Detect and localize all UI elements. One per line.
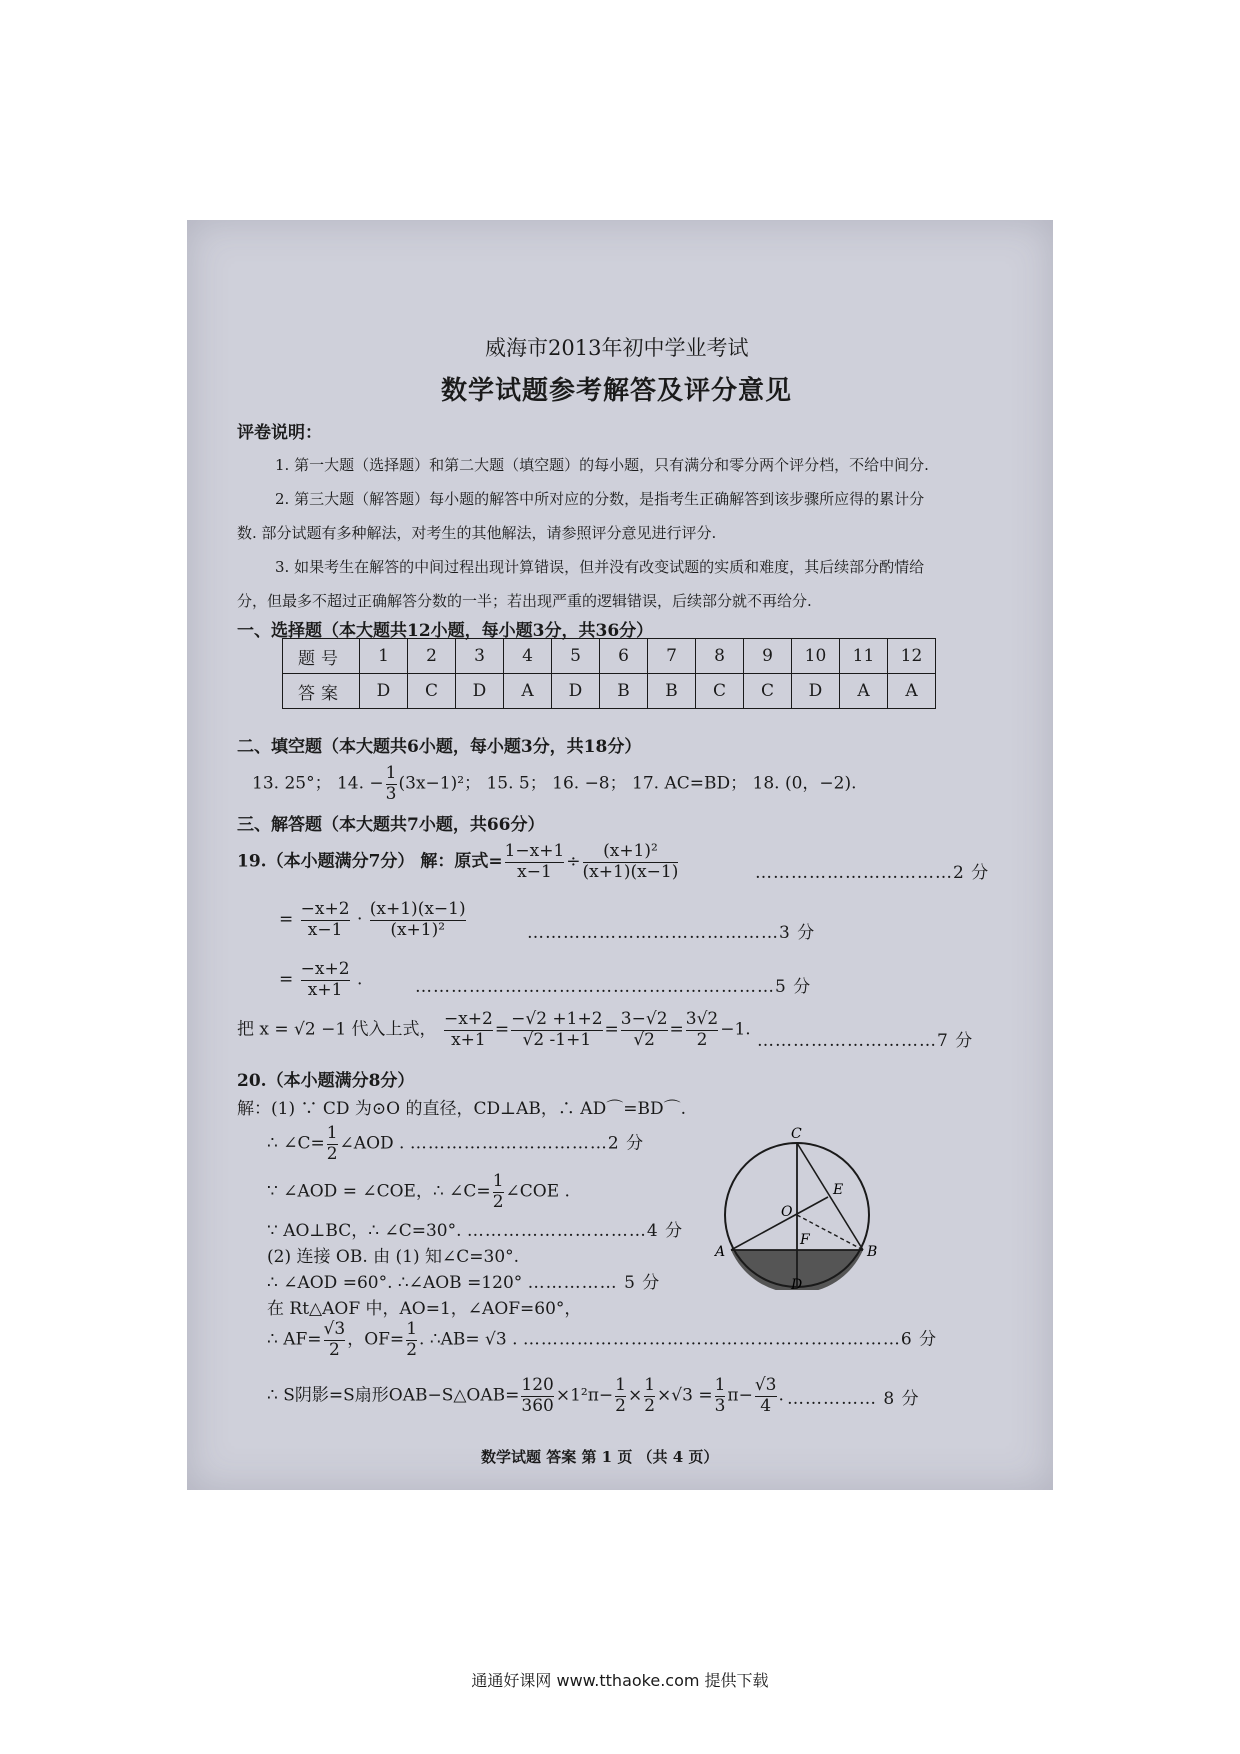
- label-a: A: [715, 1244, 726, 1260]
- q19-score-2: ……………………………2 分: [755, 863, 990, 883]
- table-cell: 1: [360, 639, 408, 674]
- instruction-2: 2. 第三大题（解答题）每小题的解答中所对应的分数，是指考生正确解答到该步骤所应得的累计分: [275, 490, 925, 508]
- table-cell: 11: [840, 639, 888, 674]
- fraction: $\frac{1}{2}$: [406, 1319, 418, 1360]
- answer-17: 17. AC=BD；: [632, 773, 748, 794]
- answer-15: 15. 5；: [486, 773, 547, 794]
- table-cell: A: [504, 674, 552, 709]
- instruction-3-cont: 分，但最多不超过正确解答分数的一半；若出现严重的逻辑错误，后续部分就不再给分.: [237, 592, 812, 610]
- table-cell: 9: [744, 639, 792, 674]
- fraction: $\frac{3-√2}{√2}$: [620, 1009, 668, 1050]
- table-cell: B: [600, 674, 648, 709]
- segment-ae: [731, 1197, 828, 1250]
- table-row: [283, 674, 936, 709]
- q20-line2: ∴ ∠C= $\frac{1}{2}$ ∠AOD . ……………………………2 分: [267, 1123, 645, 1164]
- table-cell: 12: [888, 639, 936, 674]
- instruction-1: 1. 第一大题（选择题）和第二大题（填空题）的每小题，只有满分和零分两个评分档，不给中间分.: [275, 456, 929, 474]
- table-cell: 10: [792, 639, 840, 674]
- q20-line9: ∴ S阴影=S扇形OAB−S△OAB= $\frac{120}{360}$ ×1²π− $\frac{1}{2}$ × $\frac{1}{2}$ ×√3 = $\frac{1}{3}$ π− $\frac{√3}{4}$ .: [267, 1375, 784, 1416]
- q20-score-4: …………………………4 分: [466, 1221, 684, 1241]
- q19-label: 19.（本小题满分7分） 解：原式=: [237, 851, 503, 872]
- q20-score-8: …………… 8 分: [787, 1389, 920, 1409]
- answer-14-suffix: (3x−1)²；: [398, 773, 482, 794]
- label-b: B: [867, 1244, 878, 1260]
- table-cell: A: [888, 674, 936, 709]
- table-row: [283, 639, 936, 674]
- table-cell: D: [456, 674, 504, 709]
- table-cell: C: [408, 674, 456, 709]
- fraction: $\frac{-x+2}{x+1}$: [443, 1009, 493, 1050]
- q20-score-2: ……………………………2 分: [409, 1133, 645, 1154]
- table-cell: 7: [648, 639, 696, 674]
- fill-in-answers: [252, 764, 857, 804]
- exam-title: 威海市2013年初中学业考试: [485, 336, 749, 360]
- fraction: $\frac{120}{360}$: [521, 1375, 554, 1416]
- q20-line1: 解：(1) ∵ CD 为⊙O 的直径，CD⊥AB，∴ AD⌒=BD⌒.: [237, 1099, 686, 1119]
- table-cell: 4: [504, 639, 552, 674]
- label-d: D: [791, 1277, 803, 1290]
- q19-line3: = $\frac{-x+2}{x+1}$ .: [279, 959, 363, 1000]
- instruction-2-cont: 数. 部分试题有多种解法，对考生的其他解法，请参照评分意见进行评分.: [237, 524, 717, 542]
- q19-score-5: ……………………………………………………5 分: [415, 977, 812, 997]
- q20-line3: ∵ ∠AOD = ∠COE，∴ ∠C= $\frac{1}{2}$ ∠COE .: [267, 1171, 570, 1212]
- answer-title: 数学试题参考解答及评分意见: [441, 376, 793, 406]
- instructions-heading: 评卷说明：: [237, 423, 322, 443]
- table-cell: 8: [696, 639, 744, 674]
- q20-line4: ∵ AO⊥BC，∴ ∠C=30°. …………………………4 分: [267, 1221, 684, 1241]
- table-cell: D: [552, 674, 600, 709]
- fraction: $\frac{1}{3}$: [714, 1375, 726, 1416]
- fraction: $\frac{1}{2}$: [615, 1375, 626, 1416]
- fraction: $\frac{√3}{2}$: [323, 1319, 346, 1360]
- site-footer: 通通好课网 www.tthaoke.com 提供下载: [471, 1671, 769, 1690]
- row-label-number: 题号: [283, 639, 360, 674]
- fraction: $\frac{1-x+1}{x-1}$: [504, 841, 565, 882]
- table-cell: A: [840, 674, 888, 709]
- circle-geometry-diagram: [707, 1090, 887, 1290]
- q20-line5: (2) 连接 OB. 由 (1) 知∠C=30°.: [267, 1247, 520, 1267]
- fraction: $\frac{-x+2}{x-1}$: [300, 899, 350, 940]
- table-cell: D: [792, 674, 840, 709]
- q19-line4: 把 x = √2 −1 代入上式， $\frac{-x+2}{x+1}$ = $\frac{-√2 +1+2}{√2 -1+1}$ = $\frac{3-√2}{√2}$ = $\frac{3√2}{2}$ −1.: [237, 1009, 751, 1050]
- q19-score-7: …………………………7 分: [757, 1031, 974, 1051]
- table-cell: B: [648, 674, 696, 709]
- page-footer: 数学试题 答案 第 1 页 （共 4 页）: [481, 1448, 719, 1466]
- fraction: $\frac{(x+1)(x-1)}{\text{(x+1)²}}$: [369, 899, 466, 940]
- table-cell: D: [360, 674, 408, 709]
- fraction: $\frac{\text{(x+1)²}}{(x+1)(x-1)}$: [582, 841, 679, 882]
- section2-heading: 二、填空题（本大题共6小题，每小题3分，共18分）: [237, 737, 642, 757]
- answer-16: 16. −8；: [552, 773, 627, 794]
- answer-18: 18. (0，−2).: [752, 773, 857, 794]
- q20-score-5: …………… 5 分: [527, 1273, 661, 1293]
- fraction: $\frac{√3}{4}$: [754, 1375, 777, 1416]
- answer-13: 13. 25°；: [252, 773, 332, 794]
- q19-line2: = $\frac{-x+2}{x-1}$ · $\frac{(x+1)(x-1)}{\text{(x+1)²}}$: [279, 899, 466, 940]
- fraction: $\frac{1}{2}$: [326, 1123, 338, 1164]
- fraction: $\frac{-√2 +1+2}{√2 -1+1}$: [511, 1009, 603, 1050]
- table-cell: C: [744, 674, 792, 709]
- label-e: E: [833, 1182, 844, 1198]
- fraction: $\frac{3√2}{2}$: [685, 1009, 719, 1050]
- q20-line7: 在 Rt△AOF 中，AO=1，∠AOF=60°，: [267, 1299, 582, 1319]
- row-label-answer: 答案: [283, 674, 360, 709]
- table-cell: 6: [600, 639, 648, 674]
- q20-label: 20.（本小题满分8分）: [237, 1071, 415, 1091]
- q19-line1: 19.（本小题满分7分） 解：原式= $\frac{1-x+1}{x-1}$ ÷ $\frac{\text{(x+1)²}}{(x+1)(x-1)}$: [237, 841, 679, 882]
- label-f: F: [800, 1232, 810, 1248]
- table-cell: 2: [408, 639, 456, 674]
- fraction: $\frac{-x+2}{x+1}$: [300, 959, 350, 1000]
- label-o: O: [781, 1204, 793, 1220]
- fraction: $\frac{1}{2}$: [644, 1375, 656, 1416]
- section3-heading: 三、解答题（本大题共7小题，共66分）: [237, 815, 545, 835]
- section1-heading: 一、选择题（本大题共12小题，每小题3分，共36分）: [237, 621, 654, 641]
- q20-line8: ∴ AF= $\frac{√3}{2}$ ，OF= $\frac{1}{2}$ . ∴AB= √3 . ………………………………………………………6 分: [267, 1319, 938, 1360]
- fraction: $\frac{1}{3}$: [385, 763, 397, 804]
- fraction: $\frac{1}{2}$: [492, 1171, 504, 1212]
- label-c: C: [791, 1126, 802, 1142]
- answer-table: [282, 638, 936, 709]
- instruction-3: 3. 如果考生在解答的中间过程出现计算错误，但并没有改变试题的实质和难度，其后续部分酌情给: [275, 558, 925, 576]
- table-cell: 5: [552, 639, 600, 674]
- q19-score-3: ……………………………………3 分: [527, 923, 816, 943]
- answer-14-prefix: 14. −: [336, 773, 384, 794]
- table-cell: C: [696, 674, 744, 709]
- exam-answer-sheet: [187, 220, 1053, 1490]
- q20-score-6: ………………………………………………………6 分: [522, 1329, 938, 1350]
- table-cell: 3: [456, 639, 504, 674]
- q20-line6: ∴ ∠AOD =60°. ∴∠AOB =120° …………… 5 分: [267, 1273, 661, 1293]
